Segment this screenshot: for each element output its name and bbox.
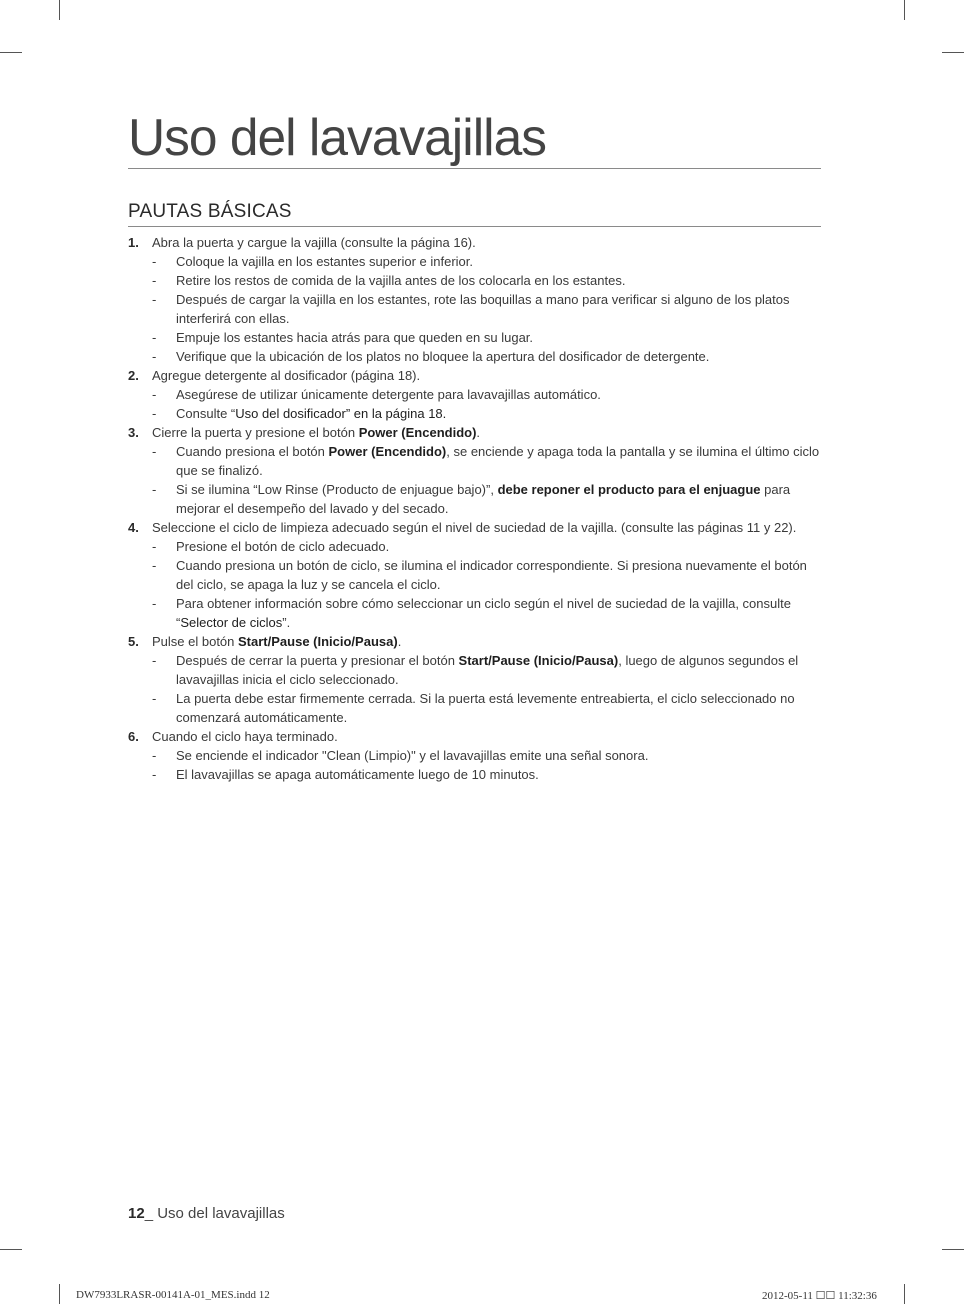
print-slug-date: 2012-05-11 ☐☐ 11:32:36 — [762, 1290, 877, 1302]
text-run: ” en la página 18. — [345, 406, 447, 421]
bullet-dash: - — [152, 254, 157, 269]
text-run: ”. — [282, 615, 291, 630]
page-title-rule — [128, 109, 821, 169]
step-item — [128, 366, 822, 423]
text-run: Cierre la puerta y presione el botón — [152, 425, 359, 440]
sub-item — [152, 651, 822, 689]
sub-item — [152, 746, 822, 765]
sub-list — [152, 442, 822, 518]
bullet-dash: - — [152, 349, 157, 364]
crop-mark — [904, 0, 905, 20]
step-number: 5. — [128, 634, 139, 649]
text-run: Uso del dosificador — [235, 406, 346, 421]
text-run: Selector de ciclos — [180, 615, 283, 630]
step-item — [128, 518, 822, 632]
bullet-dash: - — [152, 558, 157, 573]
bullet-dash: - — [152, 767, 157, 782]
step-text — [152, 518, 822, 537]
bullet-dash: - — [152, 330, 157, 345]
text-run: Cuando el ciclo haya terminado. — [152, 729, 338, 744]
text-run: Verifique que la ubicación de los platos no bloquee la apertura del dosificador de detergente. — [176, 349, 710, 364]
text-run: Después de cerrar la puerta y presionar el botón — [176, 653, 459, 668]
text-run: . — [397, 634, 402, 649]
sub-list — [152, 537, 822, 632]
sub-item — [152, 689, 822, 727]
text-run: . — [476, 425, 481, 440]
page-title: Uso del lavavajillas — [128, 109, 546, 167]
text-run: Agregue detergente al dosificador (página 18). — [152, 368, 421, 383]
bullet-dash: - — [152, 596, 157, 611]
sub-item — [152, 404, 822, 423]
bullet-dash: - — [152, 444, 157, 459]
sub-item — [152, 480, 822, 518]
step-text — [152, 632, 822, 651]
step-number: 2. — [128, 368, 139, 383]
text-run: El lavavajillas se apaga automáticamente luego de 10 minutos. — [176, 767, 539, 782]
bullet-dash: - — [152, 387, 157, 402]
step-item — [128, 727, 822, 784]
bullet-dash: - — [152, 539, 157, 554]
bullet-dash: - — [152, 691, 157, 706]
sub-item — [152, 537, 822, 556]
bold-text: Power (Encendido) — [358, 425, 477, 440]
text-run: Se enciende el indicador "Clean (Limpio)" y el lavavajillas emite una señal sonora. — [176, 748, 649, 763]
sub-list — [152, 651, 822, 727]
bullet-dash: - — [152, 482, 157, 497]
print-slug-file: DW7933LRASR-00141A-01_MES.indd 12 — [76, 1289, 270, 1301]
text-run: Abra la puerta y cargue la vajilla (consulte la página 16). — [152, 235, 476, 250]
bold-text: Start/Pause (Inicio/Pausa) — [238, 634, 398, 649]
bullet-dash: - — [152, 653, 157, 668]
sub-list — [152, 252, 822, 366]
text-run: Consulte “ — [176, 406, 236, 421]
text-run: Presione el botón de ciclo adecuado. — [176, 539, 390, 554]
bullet-dash: - — [152, 273, 157, 288]
bullet-dash: - — [152, 748, 157, 763]
text-run: Si se ilumina “Low Rinse (Producto de enjuague bajo)”, — [176, 482, 498, 497]
sub-item — [152, 290, 822, 328]
text-run: Coloque la vajilla en los estantes superior e inferior. — [176, 254, 474, 269]
step-text — [152, 423, 822, 442]
crop-mark — [59, 0, 60, 20]
step-item — [128, 233, 822, 366]
text-run: Asegúrese de utilizar únicamente detergente para lavavajillas automático. — [176, 387, 601, 402]
instruction-steps — [128, 233, 822, 784]
text-run: Para obtener información sobre cómo seleccionar un ciclo según el nivel de suciedad de la vajilla, consulte “ — [176, 596, 791, 630]
sub-item — [152, 328, 822, 347]
crop-mark — [904, 1284, 905, 1304]
crop-mark — [59, 1284, 60, 1304]
crop-mark — [0, 52, 22, 53]
step-text — [152, 366, 822, 385]
section-heading: PAUTAS BÁSICAS — [128, 201, 292, 222]
bullet-dash: - — [152, 406, 157, 421]
step-text — [152, 727, 822, 746]
sub-item — [152, 765, 822, 784]
sub-item — [152, 594, 822, 632]
footer-label: Uso del lavavajillas — [153, 1205, 285, 1222]
step-item — [128, 423, 822, 518]
step-number: 6. — [128, 729, 139, 744]
text-run: La puerta debe estar firmemente cerrada. Si la puerta está levemente entreabierta, el ciclo seleccionado no comenzará automáticamente. — [176, 691, 795, 725]
sub-item — [152, 252, 822, 271]
bold-text: Start/Pause (Inicio/Pausa) — [458, 653, 619, 668]
text-run: Cuando presiona el botón — [176, 444, 329, 459]
section-heading-rule — [128, 200, 821, 227]
step-text — [152, 233, 822, 252]
text-run: , se enciende y apaga toda la pantalla y se ilumina el último ciclo que se finalizó. — [176, 444, 820, 478]
text-run: , luego de algunos segundos el lavavajillas inicia el ciclo seleccionado. — [176, 653, 799, 687]
crop-mark — [942, 52, 964, 53]
sub-list — [152, 746, 822, 784]
text-run: Seleccione el ciclo de limpieza adecuado según el nivel de suciedad de la vajilla. (consulte las páginas 11 y 22). — [152, 520, 797, 535]
step-number: 1. — [128, 235, 139, 250]
step-number: 4. — [128, 520, 139, 535]
sub-item — [152, 347, 822, 366]
sub-item — [152, 556, 822, 594]
text-run: Retire los restos de comida de la vajilla antes de los colocarla en los estantes. — [176, 273, 626, 288]
sub-item — [152, 442, 822, 480]
crop-mark — [942, 1249, 964, 1250]
sub-list — [152, 385, 822, 423]
bold-text: debe reponer el producto para el enjuague — [497, 482, 761, 497]
sub-item — [152, 271, 822, 290]
text-run: Después de cargar la vajilla en los estantes, rote las boquillas a mano para verificar si alguno de los platos interferirá con ellas. — [176, 292, 790, 326]
step-item — [128, 632, 822, 727]
page-number: 12 — [128, 1205, 145, 1222]
text-run: Cuando presiona un botón de ciclo, se ilumina el indicador correspondiente. Si presiona nuevamente el botón del ciclo, se apaga la luz y se cancela el ciclo. — [176, 558, 807, 592]
bold-text: Power (Encendido) — [328, 444, 447, 459]
crop-mark — [0, 1249, 22, 1250]
page-footer — [128, 1205, 285, 1222]
text-run: para mejorar el desempeño del lavado y del secado. — [176, 482, 791, 516]
text-run: Empuje los estantes hacia atrás para que queden en su lugar. — [176, 330, 534, 345]
footer-separator: _ — [144, 1205, 154, 1222]
sub-item — [152, 385, 822, 404]
step-number: 3. — [128, 425, 139, 440]
text-run: Pulse el botón — [152, 634, 239, 649]
bullet-dash: - — [152, 292, 157, 307]
